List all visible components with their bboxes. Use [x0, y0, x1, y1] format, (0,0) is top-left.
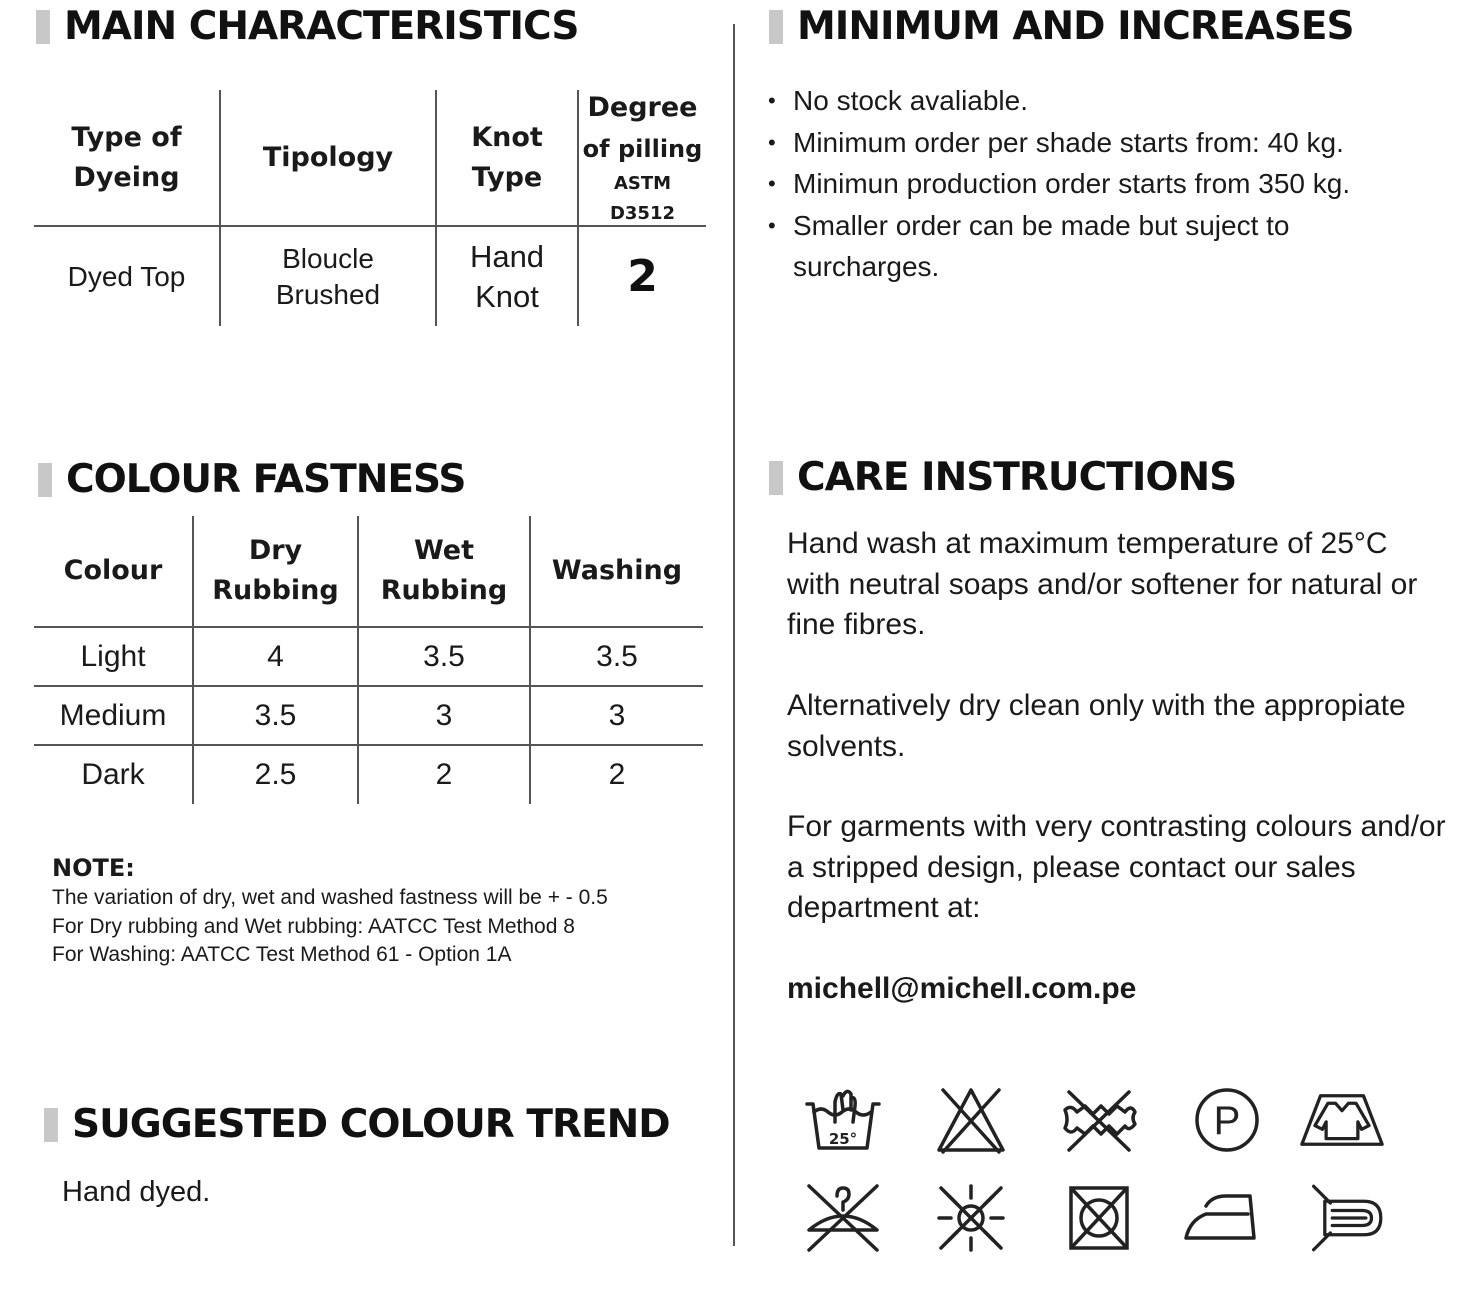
suggested-colour-trend-heading [44, 1102, 670, 1147]
list-item: • No stock avaliable. [768, 80, 1448, 122]
iron-low-icon [1182, 1180, 1266, 1256]
header-line: Type of [71, 121, 182, 153]
do-not-sun-dry-icon [929, 1180, 1013, 1256]
list-item: • Smaller order can be made but suject to surcharges. [768, 205, 1348, 288]
cell-dry: 4 [267, 639, 284, 673]
cell-wet: 3.5 [423, 639, 465, 673]
header-line: Dry [248, 535, 303, 566]
cell-dry: 2.5 [254, 758, 297, 791]
list-item: • Minimun production order starts from 350 kg. [768, 163, 1448, 205]
do-not-wring-icon [1057, 1082, 1141, 1158]
header-line: Degree [587, 91, 698, 123]
heading-marker [44, 1108, 58, 1142]
header-washing [531, 516, 703, 626]
care-instructions-title: CARE INSTRUCTIONS [797, 455, 1237, 500]
heading-marker [38, 463, 52, 497]
note-line: For Washing: AATCC Test Method 61 - Option 1A [52, 943, 512, 966]
header-tipology [221, 90, 435, 225]
cell-washing: 2 [608, 758, 626, 791]
pilling-standard: ASTM D3512 [609, 172, 676, 224]
dry-clean-p-icon [1185, 1082, 1269, 1158]
colour-fastness-title: COLOUR FASTNESS [66, 457, 466, 502]
care-paragraph-wash: Hand wash at maximum temperature of 25°C with neutral soaps and/or softener for natural or fine fibres. [787, 527, 1418, 641]
heading-marker [769, 461, 783, 495]
column-divider [733, 24, 735, 1246]
header-line: Wet [413, 535, 475, 566]
value-line: Bloucle [282, 242, 374, 274]
cell-wet: 2 [435, 758, 453, 791]
header-line: Knot [471, 121, 543, 153]
dry-flat-icon [1300, 1082, 1384, 1158]
cell-wet: 3 [435, 698, 453, 732]
main-characteristics-title: MAIN CHARACTERISTICS [64, 4, 579, 49]
do-not-bleach-icon [929, 1082, 1013, 1158]
header-type-of-dyeing [34, 90, 219, 225]
note-title: NOTE: [52, 854, 135, 882]
suggested-colour-trend-title: SUGGESTED COLOUR TREND [72, 1102, 670, 1147]
dry-in-shade-icon [1308, 1180, 1392, 1256]
minimum-and-increases-title: MINIMUM AND INCREASES [797, 4, 1354, 49]
header-dry-rubbing [194, 516, 357, 626]
header-line: Colour [63, 555, 163, 586]
minimum-list [768, 80, 1448, 288]
header-wet-rubbing [359, 516, 529, 626]
value-text: Dyed Top [67, 260, 186, 292]
care-paragraph-contact: For garments with very contrasting colours and/or a stripped design, please contact our sales department at: [787, 810, 1446, 924]
value-line: Brushed [275, 278, 381, 310]
header-colour [34, 516, 192, 626]
dry-clean-label: P [1213, 1099, 1241, 1143]
minimum-and-increases-heading [769, 4, 1354, 49]
note-line: The variation of dry, wet and washed fastness will be + - 0.5 [52, 886, 608, 909]
header-line: Tipology [262, 141, 394, 173]
do-not-tumble-dry-icon [1057, 1180, 1141, 1256]
value-text: 2 [627, 251, 658, 302]
header-line: Rubbing [212, 575, 339, 606]
note-line: For Dry rubbing and Wet rubbing: AATCC Test Method 8 [52, 914, 575, 938]
header-line: Rubbing [380, 575, 508, 606]
cell-colour: Light [80, 639, 146, 673]
header-line: Dyeing [73, 161, 180, 193]
header-degree-of-pilling [579, 90, 706, 225]
list-item: • Minimum order per shade starts from: 40 kg. [768, 122, 1448, 164]
header-knot-type [437, 90, 577, 225]
value-tipology [221, 227, 435, 326]
header-line: of pilling [582, 134, 703, 163]
value-type-of-dyeing [34, 227, 219, 326]
wash-temperature-label: 25° [828, 1130, 858, 1148]
care-paragraph-dry-clean: Alternatively dry clean only with the appropiate solvents. [787, 689, 1406, 763]
care-instructions-heading [769, 455, 1236, 500]
cell-dry: 3.5 [254, 698, 297, 732]
heading-marker [36, 10, 50, 44]
value-knot-type [437, 227, 577, 326]
cell-colour: Medium [59, 698, 167, 732]
suggested-colour-trend-text: Hand dyed. [62, 1176, 211, 1208]
do-not-hang-dry-icon [801, 1180, 885, 1256]
sales-email: michell@michell.com.pe [787, 972, 1137, 1005]
cell-washing: 3.5 [596, 639, 638, 673]
heading-marker [769, 10, 783, 44]
header-line: Washing [551, 555, 683, 586]
value-line: Knot [475, 278, 539, 314]
value-degree-of-pilling [579, 227, 706, 326]
header-line: Type [471, 161, 543, 193]
fastness-note [52, 852, 722, 970]
main-characteristics-heading [36, 4, 578, 49]
cell-colour: Dark [81, 758, 145, 791]
hand-wash-25-icon [801, 1082, 885, 1158]
colour-fastness-heading [38, 457, 465, 502]
value-line: Hand [469, 238, 545, 274]
cell-washing: 3 [608, 698, 626, 732]
